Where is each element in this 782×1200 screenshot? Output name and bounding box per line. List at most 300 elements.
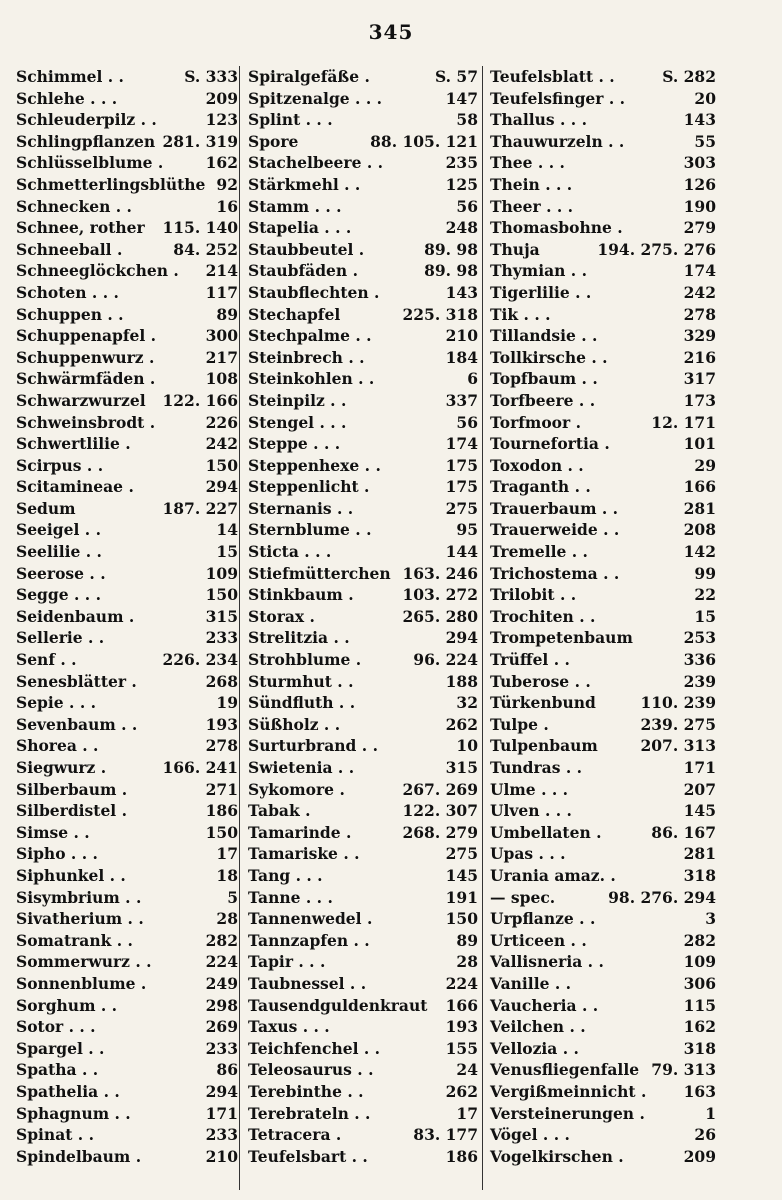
- index-term: Spinat . .: [16, 1125, 94, 1145]
- index-term: Schweinsbrodt .: [16, 412, 156, 432]
- index-term: Siphunkel . .: [16, 865, 126, 885]
- index-page-refs: 108: [205, 369, 238, 389]
- index-term: Theer . . .: [490, 196, 574, 216]
- index-term: Schuppen . .: [16, 304, 124, 324]
- index-term: Teleosaurus . .: [248, 1060, 374, 1080]
- index-entry: [490, 174, 716, 196]
- index-term: Süßholz . .: [248, 714, 341, 734]
- index-term: Stapelia . . .: [248, 218, 352, 238]
- index-page-refs: 281: [683, 844, 716, 864]
- index-page-refs: 162: [205, 153, 238, 173]
- index-page-refs: 145: [445, 865, 478, 885]
- index-page-refs: 188: [445, 671, 478, 691]
- index-term: Tabak .: [248, 801, 311, 821]
- index-page-refs: 224: [445, 973, 478, 993]
- index-page-refs: 86: [216, 1060, 238, 1080]
- index-entry: [16, 541, 238, 563]
- index-term: Schoten . . .: [16, 282, 119, 302]
- index-entry: [248, 368, 478, 390]
- index-entry: [248, 627, 478, 649]
- index-term: Strohblume .: [248, 650, 362, 670]
- index-page-refs: 175: [445, 477, 478, 497]
- index-entry: [248, 930, 478, 952]
- index-page-refs: 207: [683, 779, 716, 799]
- index-entry: [248, 1146, 478, 1168]
- index-column-1: [16, 66, 238, 1190]
- index-entry: [16, 304, 238, 326]
- index-page-refs: 166: [445, 995, 478, 1015]
- index-entry: [16, 757, 238, 779]
- index-page-refs: 122. 307: [402, 801, 478, 821]
- index-entry: [248, 239, 478, 261]
- index-entry: [490, 282, 716, 304]
- index-term: Thee . . .: [490, 153, 565, 173]
- index-entry: [16, 325, 238, 347]
- index-entry: [490, 88, 716, 110]
- index-entry: [16, 239, 238, 261]
- index-term: Stechpalme . .: [248, 326, 372, 346]
- index-term: Terebinthe . .: [248, 1081, 364, 1101]
- index-term: Ulven . . .: [490, 801, 572, 821]
- index-page-refs: 19: [216, 693, 238, 713]
- index-term: Spindelbaum .: [16, 1146, 142, 1166]
- index-entry: [490, 1103, 716, 1125]
- index-entry: [16, 951, 238, 973]
- index-term: Trauerweide . .: [490, 520, 620, 540]
- index-entry: [248, 606, 478, 628]
- index-page-refs: 318: [683, 865, 716, 885]
- index-entry: [16, 152, 238, 174]
- index-page-refs: 3: [705, 909, 716, 929]
- index-entry: [16, 800, 238, 822]
- index-term: Schlehe . . .: [16, 88, 118, 108]
- index-term: Staubbeutel .: [248, 239, 365, 259]
- index-page-refs: 28: [216, 909, 238, 929]
- index-page-refs: 208: [683, 520, 716, 540]
- index-entry: [490, 649, 716, 671]
- index-entry: [248, 304, 478, 326]
- index-page-refs: 209: [683, 1146, 716, 1166]
- index-entry: [248, 951, 478, 973]
- index-term: Spore: [248, 131, 299, 151]
- index-page-refs: 15: [216, 542, 238, 562]
- index-entry: [490, 519, 716, 541]
- index-page-refs: 187. 227: [162, 498, 238, 518]
- index-term: Sivatherium . .: [16, 909, 144, 929]
- index-term: Türkenbund: [490, 693, 596, 713]
- index-term: Tang . . .: [248, 865, 323, 885]
- index-page-refs: 24: [456, 1060, 478, 1080]
- index-page-refs: 89: [456, 930, 478, 950]
- index-entry: [16, 843, 238, 865]
- index-entry: [490, 843, 716, 865]
- index-page-refs: 163. 246: [402, 563, 478, 583]
- index-entry: [248, 735, 478, 757]
- index-page-refs: 5: [227, 887, 238, 907]
- index-entry: [248, 455, 478, 477]
- index-term: Teufelsfinger . .: [490, 88, 626, 108]
- index-page-refs: 110. 239: [640, 693, 716, 713]
- index-term: Steinpilz . .: [248, 390, 347, 410]
- index-entry: [16, 217, 238, 239]
- index-page-refs: 92: [216, 174, 238, 194]
- index-term: Trichostema . .: [490, 563, 620, 583]
- index-entry: [490, 66, 716, 88]
- index-entry: [248, 433, 478, 455]
- index-term: Schmetterlingsblüthe: [16, 174, 206, 194]
- index-page-refs: 336: [683, 650, 716, 670]
- index-page-refs: 275: [445, 498, 478, 518]
- index-term: Sorghum . .: [16, 995, 118, 1015]
- index-term: Sturmhut . .: [248, 671, 354, 691]
- index-entry: [16, 779, 238, 801]
- index-page-refs: 99: [694, 563, 716, 583]
- index-entry: [490, 1124, 716, 1146]
- index-page-refs: 226: [205, 412, 238, 432]
- index-term: Tulpe .: [490, 714, 549, 734]
- index-term: Steinkohlen . .: [248, 369, 375, 389]
- index-page-refs: 303: [683, 153, 716, 173]
- index-entry: [16, 584, 238, 606]
- index-page-refs: 209: [205, 88, 238, 108]
- index-term: Simse . .: [16, 822, 90, 842]
- index-page-refs: 123: [205, 110, 238, 130]
- index-term: Schwertlilie .: [16, 434, 131, 454]
- index-term: Urania amaz. .: [490, 865, 616, 885]
- index-term: Sykomore .: [248, 779, 345, 799]
- index-page-refs: 150: [445, 909, 478, 929]
- index-page-refs: 184: [445, 347, 478, 367]
- index-page-refs: 14: [216, 520, 238, 540]
- index-page-refs: 150: [205, 585, 238, 605]
- index-page-refs: 207. 313: [640, 736, 716, 756]
- index-term: Steppe . . .: [248, 434, 341, 454]
- index-entry: [248, 714, 478, 736]
- index-term: Torfbeere . .: [490, 390, 596, 410]
- index-term: Surturbrand . .: [248, 736, 378, 756]
- index-term: Spathelia . .: [16, 1081, 120, 1101]
- index-page-refs: 15: [694, 606, 716, 626]
- index-page-refs: 17: [216, 844, 238, 864]
- index-term: Silberdistel .: [16, 801, 127, 821]
- index-entry: [16, 174, 238, 196]
- index-entry: [490, 671, 716, 693]
- index-entry: [490, 498, 716, 520]
- index-entry: [16, 930, 238, 952]
- index-term: Segge . . .: [16, 585, 101, 605]
- index-page-refs: 306: [683, 973, 716, 993]
- index-entry: [16, 109, 238, 131]
- index-page-refs: 193: [205, 714, 238, 734]
- index-term: Stengel . . .: [248, 412, 347, 432]
- index-term: Sotor . . .: [16, 1017, 96, 1037]
- index-page-refs: 317: [683, 369, 716, 389]
- index-page-refs: 171: [683, 758, 716, 777]
- index-term: — spec.: [490, 887, 556, 907]
- index-page-refs: 282: [205, 930, 238, 950]
- index-entry: [16, 1103, 238, 1125]
- index-page-refs: 95: [456, 520, 478, 540]
- index-entry: [490, 541, 716, 563]
- index-entry: [490, 606, 716, 628]
- index-page-refs: 282: [683, 930, 716, 950]
- index-page-refs: 216: [683, 347, 716, 367]
- index-entry: [248, 908, 478, 930]
- index-page-refs: 233: [205, 1038, 238, 1058]
- index-entry: [248, 174, 478, 196]
- index-entry: [16, 412, 238, 434]
- index-term: Tannzapfen . .: [248, 930, 370, 950]
- index-entry: [490, 930, 716, 952]
- index-term: Urpflanze . .: [490, 909, 596, 929]
- index-term: Sevenbaum . .: [16, 714, 138, 734]
- index-page-refs: 190: [683, 196, 716, 216]
- index-entry: [248, 887, 478, 909]
- index-entry: [248, 973, 478, 995]
- index-page-refs: 162: [683, 1017, 716, 1037]
- index-page-refs: 269: [205, 1017, 238, 1037]
- index-entry: [16, 995, 238, 1017]
- index-term: Schlüsselblume .: [16, 153, 164, 173]
- index-term: Thallus . . .: [490, 110, 587, 130]
- index-page-refs: 58: [456, 110, 478, 130]
- index-page-refs: 253: [683, 628, 716, 648]
- index-entry: [248, 584, 478, 606]
- index-page-refs: 20: [694, 88, 716, 108]
- index-entry: [16, 822, 238, 844]
- index-page-refs: 89. 98: [424, 239, 478, 259]
- index-term: Steinbrech . .: [248, 347, 365, 367]
- index-term: Staubflechten .: [248, 282, 380, 302]
- index-page-refs: 329: [683, 326, 716, 346]
- index-page-refs: 89. 98: [424, 261, 478, 281]
- index-entry: [490, 822, 716, 844]
- index-entry: [490, 692, 716, 714]
- index-column-2: [248, 66, 478, 1190]
- index-page-refs: 278: [205, 736, 238, 756]
- index-page-refs: 10: [456, 736, 478, 756]
- index-page-refs: 194. 275. 276: [597, 239, 716, 259]
- index-term: Tundras . .: [490, 758, 583, 777]
- index-entry: [16, 498, 238, 520]
- index-page-refs: 18: [216, 865, 238, 885]
- index-page-refs: 145: [683, 801, 716, 821]
- index-entry: [16, 865, 238, 887]
- index-page-refs: 279: [683, 218, 716, 238]
- index-term: Schleuderpilz . .: [16, 110, 157, 130]
- index-entry: [490, 995, 716, 1017]
- index-term: Upas . . .: [490, 844, 566, 864]
- index-page-refs: 83. 177: [413, 1125, 478, 1145]
- index-entry: [490, 908, 716, 930]
- index-page-refs: 239: [683, 671, 716, 691]
- index-entry: [490, 627, 716, 649]
- index-page-refs: 262: [445, 1081, 478, 1101]
- index-page-refs: 109: [683, 952, 716, 972]
- index-entry: [16, 476, 238, 498]
- index-term: Teufelsblatt . .: [490, 67, 615, 86]
- index-term: Tillandsie . .: [490, 326, 598, 346]
- index-term: Shorea . .: [16, 736, 99, 756]
- index-entry: [248, 1103, 478, 1125]
- index-term: Sellerie . .: [16, 628, 105, 648]
- index-term: Stechapfel: [248, 304, 341, 324]
- index-page-refs: 315: [205, 606, 238, 626]
- index-page-refs: 96. 224: [413, 650, 478, 670]
- index-entry: [16, 390, 238, 412]
- index-term: Spargel . .: [16, 1038, 105, 1058]
- index-page-refs: 298: [205, 995, 238, 1015]
- index-term: Stiefmütterchen: [248, 563, 391, 583]
- index-term: Tik . . .: [490, 304, 551, 324]
- index-entry: [248, 476, 478, 498]
- index-page-refs: 144: [445, 542, 478, 562]
- index-term: Vallisneria . .: [490, 952, 604, 972]
- index-page-refs: 268: [205, 671, 238, 691]
- index-term: Urticeen . .: [490, 930, 587, 950]
- index-term: Tulpenbaum: [490, 736, 598, 756]
- index-page-refs: 150: [205, 822, 238, 842]
- index-page-refs: 214: [205, 261, 238, 281]
- index-page-refs: 166: [683, 477, 716, 497]
- index-term: Schimmel . .: [16, 67, 124, 86]
- index-page-refs: 109: [205, 563, 238, 583]
- index-entry: [16, 260, 238, 282]
- index-page-refs: 249: [205, 973, 238, 993]
- index-page-refs: 265. 280: [402, 606, 478, 626]
- index-term: Thymian . .: [490, 261, 587, 281]
- index-term: Sonnenblume .: [16, 973, 147, 993]
- index-page-refs: 32: [456, 693, 478, 713]
- index-term: Thein . . .: [490, 174, 573, 194]
- index-entry: [490, 800, 716, 822]
- index-entry: [248, 347, 478, 369]
- index-term: Somatrank . .: [16, 930, 133, 950]
- index-entry: [248, 563, 478, 585]
- index-term: Taubnessel . .: [248, 973, 367, 993]
- index-entry: [490, 390, 716, 412]
- index-term: Staubfäden .: [248, 261, 358, 281]
- index-term: Sisymbrium . .: [16, 887, 142, 907]
- index-page-refs: 155: [445, 1038, 478, 1058]
- index-entry: [16, 66, 238, 88]
- index-entry: [490, 887, 716, 909]
- index-term: Teufelsbart . .: [248, 1146, 368, 1166]
- index-entry: [16, 887, 238, 909]
- index-term: Trauerbaum . .: [490, 498, 619, 518]
- index-term: Stinkbaum .: [248, 585, 354, 605]
- index-term: Thauwurzeln . .: [490, 131, 625, 151]
- index-term: Vanille . .: [490, 973, 572, 993]
- index-entry: [248, 519, 478, 541]
- index-entry: [490, 412, 716, 434]
- index-page-refs: 242: [683, 282, 716, 302]
- index-page-refs: 315: [445, 758, 478, 777]
- index-term: Umbellaten .: [490, 822, 602, 842]
- index-entry: [248, 498, 478, 520]
- index-entry: [248, 1124, 478, 1146]
- index-term: Sphagnum . .: [16, 1103, 131, 1123]
- page-number: 345: [368, 20, 414, 44]
- index-page-refs: S. 57: [434, 67, 478, 86]
- index-page-refs: 210: [205, 1146, 238, 1166]
- index-entry: [248, 995, 478, 1017]
- index-term: Vergißmeinnicht .: [490, 1081, 647, 1101]
- index-term: Schuppenapfel .: [16, 326, 157, 346]
- index-term: Scirpus . .: [16, 455, 104, 475]
- index-term: Tanne . . .: [248, 887, 333, 907]
- index-column-3: [490, 66, 716, 1190]
- index-entry: [490, 368, 716, 390]
- index-page-refs: 88. 105. 121: [370, 131, 478, 151]
- index-entry: [248, 671, 478, 693]
- index-term: Steppenlicht .: [248, 477, 370, 497]
- index-entry: [16, 455, 238, 477]
- index-term: Thuja: [490, 239, 540, 259]
- index-term: Trochiten . .: [490, 606, 596, 626]
- index-term: Tapir . . .: [248, 952, 326, 972]
- index-term: Versteinerungen .: [490, 1103, 645, 1123]
- index-page-refs: 79. 313: [651, 1060, 716, 1080]
- index-page-refs: 224: [205, 952, 238, 972]
- index-term: Sedum: [16, 498, 76, 518]
- index-term: Ulme . . .: [490, 779, 569, 799]
- index-page-refs: 29: [694, 455, 716, 475]
- index-page-refs: 267. 269: [402, 779, 478, 799]
- index-page-refs: 143: [445, 282, 478, 302]
- index-entry: [16, 1038, 238, 1060]
- index-term: Tollkirsche . .: [490, 347, 608, 367]
- index-page-refs: 125: [445, 174, 478, 194]
- index-page-refs: 239. 275: [640, 714, 716, 734]
- index-entry: [490, 260, 716, 282]
- index-page-refs: 337: [445, 390, 478, 410]
- index-entry: [490, 304, 716, 326]
- index-page-refs: 122. 166: [162, 390, 238, 410]
- index-entry: [248, 260, 478, 282]
- index-entry: [490, 1059, 716, 1081]
- index-page-refs: 56: [456, 196, 478, 216]
- index-entry: [16, 1124, 238, 1146]
- index-page-refs: 173: [683, 390, 716, 410]
- index-page-refs: 294: [445, 628, 478, 648]
- index-entry: [490, 433, 716, 455]
- index-term: Schnecken . .: [16, 196, 132, 216]
- index-page-refs: 56: [456, 412, 478, 432]
- index-page-refs: 186: [205, 801, 238, 821]
- index-term: Teichfenchel . .: [248, 1038, 381, 1058]
- index-page-refs: 233: [205, 628, 238, 648]
- index-page-refs: 115. 140: [162, 218, 238, 238]
- index-entry: [16, 973, 238, 995]
- index-page-refs: 275: [445, 844, 478, 864]
- index-entry: [248, 779, 478, 801]
- index-term: Schwarzwurzel: [16, 390, 146, 410]
- index-term: Traganth . .: [490, 477, 591, 497]
- index-entry: [248, 390, 478, 412]
- index-entry: [248, 865, 478, 887]
- index-page-refs: 294: [205, 477, 238, 497]
- index-entry: [248, 822, 478, 844]
- index-page-refs: 26: [694, 1125, 716, 1145]
- index-term: Spatha . .: [16, 1060, 99, 1080]
- index-term: Schuppenwurz .: [16, 347, 155, 367]
- index-page-refs: 117: [205, 282, 238, 302]
- index-term: Tremelle . .: [490, 542, 588, 562]
- index-page-refs: 174: [683, 261, 716, 281]
- index-page-refs: 126: [683, 174, 716, 194]
- index-term: Seerose . .: [16, 563, 106, 583]
